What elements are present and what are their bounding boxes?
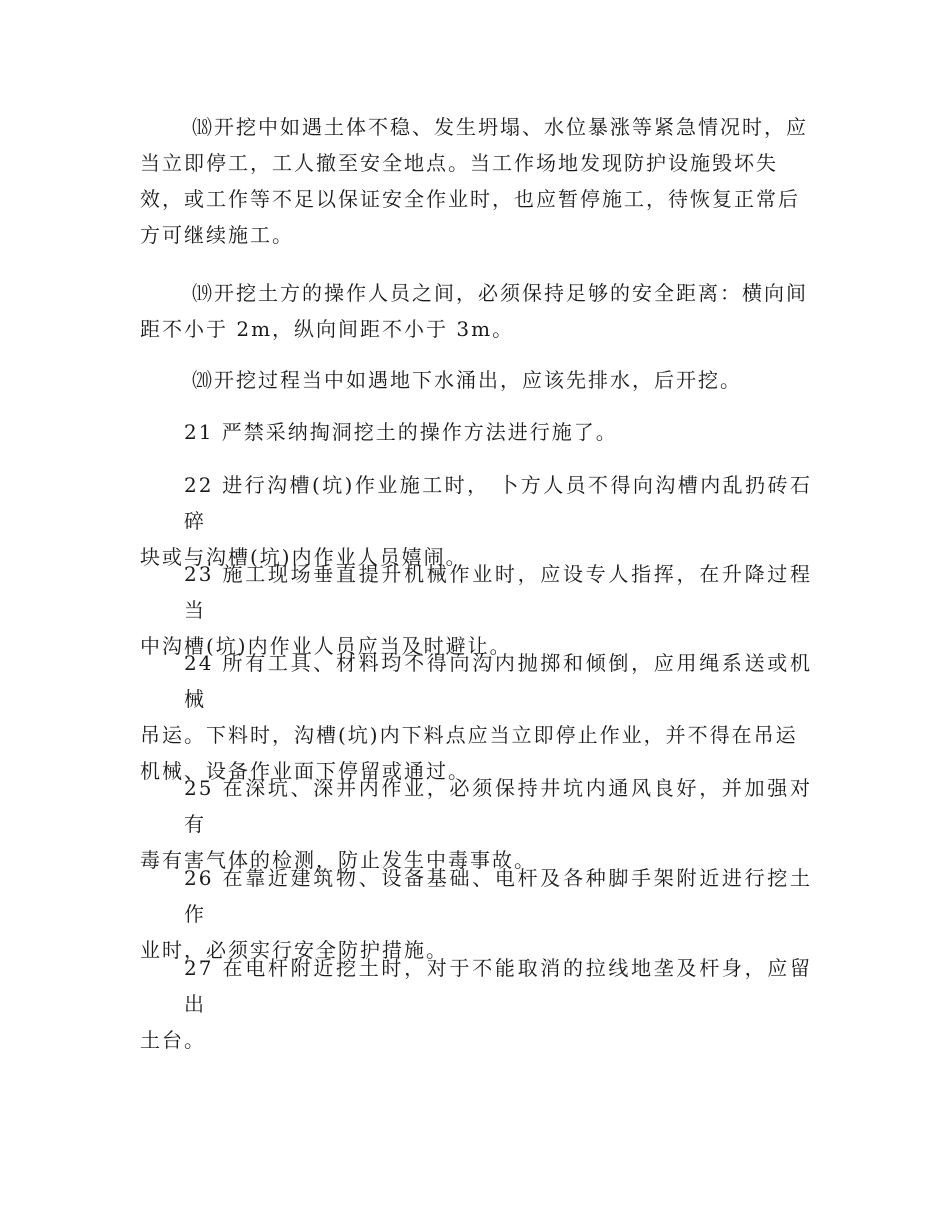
paragraph-line: ⒆开挖土方的操作人员之间，必须保持足够的安全距离：横向间 (192, 281, 808, 305)
paragraph-line: 机械、设备作业面下停留或通过。 (140, 759, 470, 783)
paragraph-line: ⒅开挖中如遇土体不稳、发生坍塌、水位暴涨等紧急情况时，应 (192, 115, 808, 139)
paragraph-24 (140, 645, 812, 789)
paragraph-line: 方可继续施工。 (140, 223, 294, 247)
paragraph-line: 26 在靠近建筑物、设备基础、电杆及各种脚手架附近进行挖土作 (184, 866, 812, 926)
paragraph-line: 27 在电杆附近挖土时，对于不能取消的拉线地垄及杆身，应留出 (184, 956, 812, 1016)
paragraph-line: 22 进行沟槽(坑)作业施工时， 卜方人员不得向沟槽内乱扔砖石碎 (184, 473, 812, 533)
paragraph-20 (140, 362, 812, 398)
paragraph-line: 吊运。下料时，沟槽(坑)内下料点应当立即停止作业，并不得在吊运 (140, 723, 798, 747)
paragraph-18 (140, 109, 812, 253)
paragraph-line: 24 所有工具、材料均不得向沟内抛掷和倾倒，应用绳系送或机械 (184, 651, 812, 711)
paragraph-line: 块或与沟槽(坑)内作业人员嬉闹。 (140, 545, 468, 569)
paragraph-line: 当立即停工，工人撤至安全地点。当工作场地发现防护设施毁坏失 (140, 151, 778, 175)
paragraph-27 (140, 950, 812, 1058)
paragraph-line: 21 严禁采纳掏洞挖土的操作方法进行施了。 (184, 420, 618, 444)
paragraph-line: 23 施工现场垂直提升机械作业时，应设专人指挥，在升降过程当 (184, 562, 812, 622)
paragraph-line: 距不小于 2m，纵向间距不小于 3m。 (140, 317, 515, 341)
paragraph-line: 业时，必须实行安全防护措施。 (140, 938, 448, 962)
paragraph-line: 土台。 (140, 1028, 206, 1052)
paragraph-line: 毒有害气体的检测，防止发生中毒事故。 (140, 848, 536, 872)
paragraph-line: 中沟槽(坑)内作业人员应当及时避让。 (140, 634, 512, 658)
paragraph-21 (140, 414, 812, 450)
paragraph-line: 25 在深坑、深井内作业，必须保持井坑内通风良好，并加强对有 (184, 776, 812, 836)
paragraph-19 (140, 275, 812, 347)
paragraph-line: 效，或工作等不足以保证安全作业时，也应暂停施工，待恢复正常后 (140, 187, 800, 211)
paragraph-line: ⒇开挖过程当中如遇地下水涌出，应该先排水，后开挖。 (192, 368, 742, 392)
